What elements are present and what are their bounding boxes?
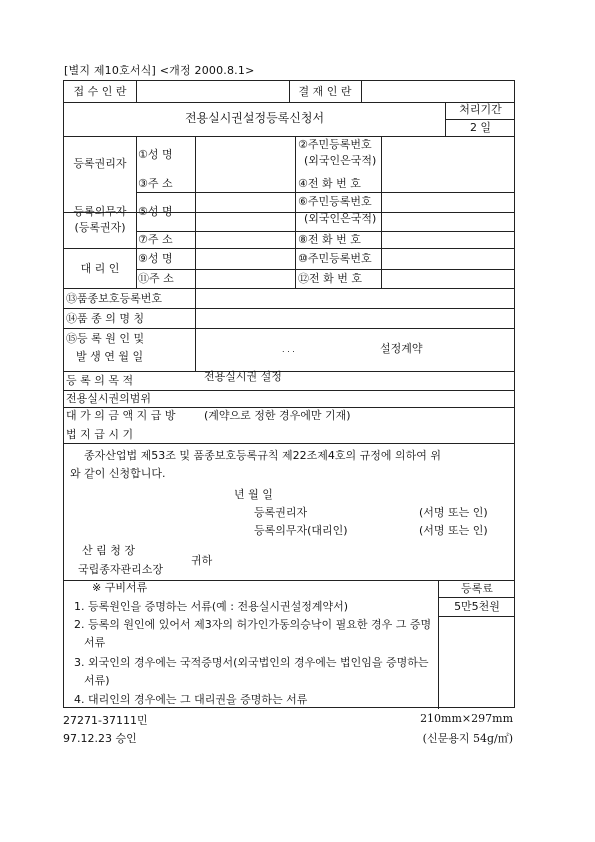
scope-label: 전용실시권의범위	[66, 392, 152, 405]
form-title: 전용실시권설정등록신청서	[184, 111, 325, 125]
price-label-sub: 법 지 급 시 기	[66, 428, 134, 441]
rule	[64, 407, 514, 408]
applicant-obligor-label: 등록의무자(대리인)	[254, 524, 348, 537]
fee-value: 5만5천원	[454, 600, 500, 613]
rule	[136, 231, 514, 232]
obligor-signature: (서명 또는 인)	[419, 524, 488, 537]
holder-phone-label: ④전 화 번 호	[298, 177, 361, 190]
holder-regno-sub: (외국인은국적)	[304, 154, 377, 167]
obligor-name-label: ⑤성 명	[138, 205, 173, 218]
rule	[136, 81, 137, 102]
applicant-holder-label: 등록권리자	[254, 506, 308, 519]
rule	[64, 390, 514, 391]
holder-regno-label: ②주민등록번호	[298, 138, 372, 151]
obligor-regno-label: ⑥주민등록번호	[298, 195, 372, 208]
rule	[64, 248, 514, 249]
rule	[64, 371, 514, 372]
application-date: 년 월 일	[234, 488, 273, 501]
variety-name-label: ⑭품 종 의 명 칭	[66, 312, 145, 325]
recipient-forest-service: 산 림 청 장	[82, 544, 135, 557]
application-form	[63, 80, 515, 708]
rule	[381, 136, 382, 288]
cause-date-dots: . . .	[282, 345, 295, 354]
obligor-group-label: 등록의무자	[73, 205, 127, 218]
recipient-seed-office: 국립종자관리소장	[78, 563, 164, 576]
obligor-group-sub: (등록권자)	[74, 221, 126, 234]
price-label: 대 가 의 금 액 지 급 방	[66, 409, 176, 422]
rule	[136, 192, 514, 193]
holder-name-label: ①성 명	[138, 148, 173, 161]
rule	[64, 328, 514, 329]
rule	[361, 81, 362, 102]
rule	[64, 308, 514, 309]
approval-stamp-label: 결 재 인 란	[298, 85, 352, 98]
attachment-item-2: 2. 등록의 원인에 있어서 제3자의 허가인가동의승낙이 필요한 경우 그 증명	[74, 618, 432, 631]
agent-group-label: 대 리 인	[80, 262, 120, 275]
obligor-phone-label: ⑧전 화 번 호	[298, 233, 361, 246]
receipt-label: 접 수 인 란	[73, 85, 127, 98]
attachment-item-3-cont: 서류)	[84, 674, 110, 687]
rule	[195, 136, 196, 371]
rule	[295, 136, 296, 288]
obligor-regno-sub: (외국인은국적)	[304, 212, 377, 225]
obligor-address-label: ⑦주 소	[138, 233, 173, 246]
processing-period-label: 처리기간	[459, 103, 502, 116]
purpose-value: 전용실시권 설정	[204, 370, 282, 383]
rule	[438, 597, 514, 598]
form-code: 27271-37111민	[63, 714, 148, 727]
agent-address-label: ⑪주 소	[138, 272, 174, 285]
price-value: (계약으로 정한 경우에만 기재)	[204, 409, 351, 422]
rule	[438, 616, 514, 617]
purpose-label: 등 록 의 목 적	[66, 374, 134, 387]
holder-group-label: 등록권리자	[73, 157, 127, 170]
holder-address-label: ③주 소	[138, 177, 173, 190]
form-number-header: [별지 제10호서식] <개정 2000.8.1>	[64, 64, 255, 77]
holder-signature: (서명 또는 인)	[419, 506, 488, 519]
agent-name-label: ⑨성 명	[138, 252, 173, 265]
recipient-honorific: 귀하	[191, 554, 213, 567]
cause-value: 설정계약	[380, 342, 423, 355]
fee-label: 등록료	[461, 582, 493, 595]
attachments-heading: ※ 구비서류	[92, 581, 148, 594]
attachment-item-2-cont: 서류	[84, 636, 106, 649]
rule	[64, 443, 514, 444]
agent-phone-label: ⑫전 화 번 호	[298, 272, 362, 285]
processing-period-value: 2 일	[469, 121, 492, 134]
rule	[136, 136, 137, 288]
attachment-item-4: 4. 대리인의 경우에는 그 대리권을 증명하는 서류	[74, 693, 308, 706]
rule	[64, 136, 514, 137]
approval-date: 97.12.23 승인	[63, 732, 137, 745]
paper-size: 210mm×297mm	[420, 712, 513, 725]
variety-reg-no-label: ⑬품종보호등록번호	[66, 292, 163, 305]
attachment-item-1: 1. 등록원인을 증명하는 서류(예 : 전용실시권설정계약서)	[74, 600, 349, 613]
rule	[136, 269, 514, 270]
paper-type: (신문용지 54g/㎡)	[422, 732, 513, 745]
cause-date-label: 발 생 연 월 일	[76, 350, 144, 363]
cause-label: ⑮등 록 원 인 및	[66, 332, 145, 345]
attachment-item-3: 3. 외국인의 경우에는 국적증명서(외국법인의 경우에는 법인임을 증명하는	[74, 656, 429, 669]
rule	[445, 119, 514, 120]
declaration-line2: 와 같이 신청합니다.	[70, 467, 166, 480]
rule	[64, 288, 514, 289]
agent-regno-label: ⑩주민등록번호	[298, 252, 372, 265]
declaration-line1: 종자산업법 제53조 및 품종보호등록규칙 제22조제4호의 규정에 의하여 위	[84, 449, 441, 462]
